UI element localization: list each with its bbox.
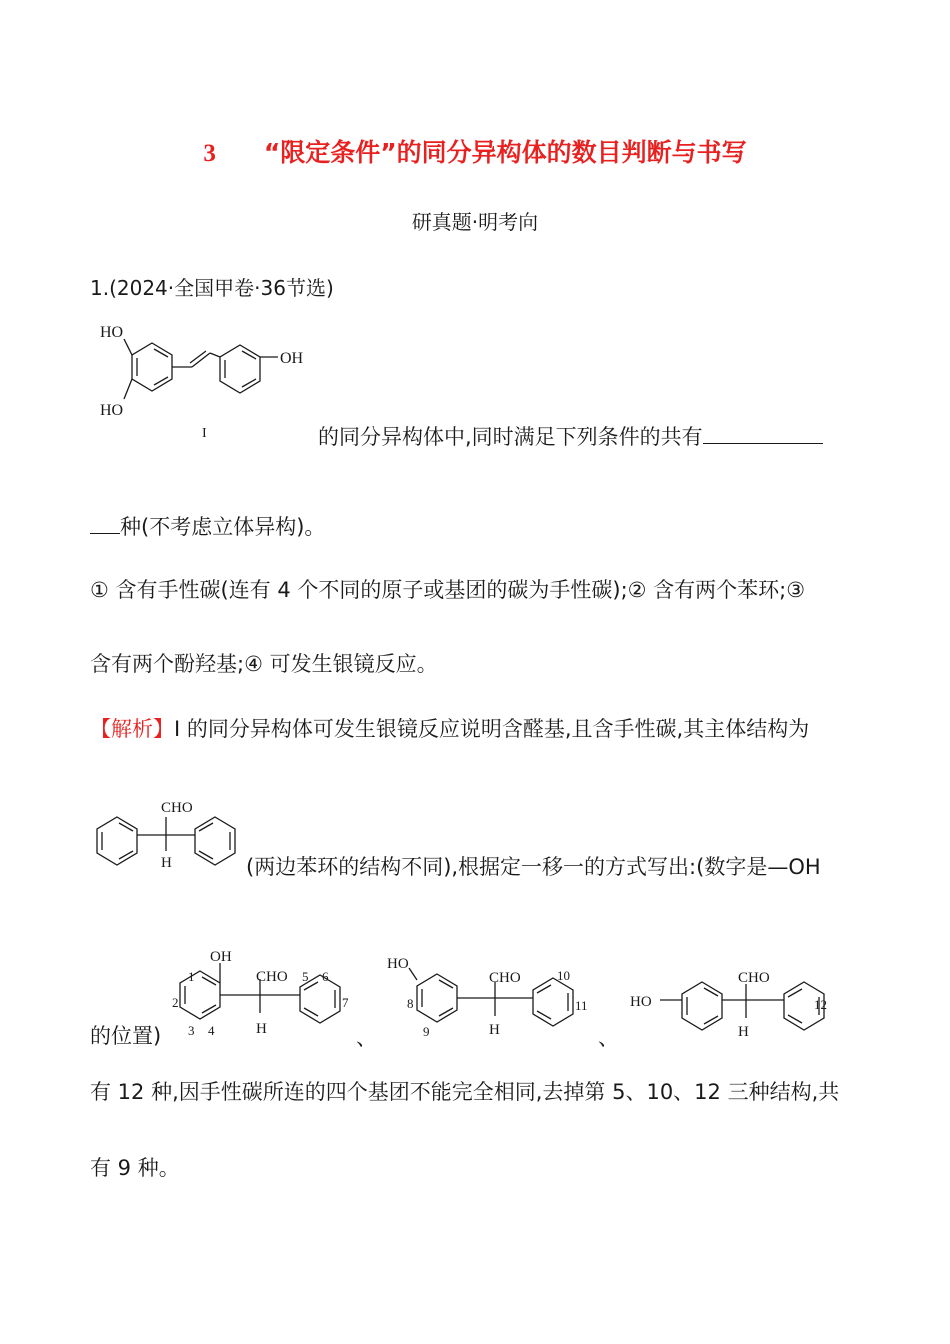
struct-b-h: H	[489, 1022, 500, 1038]
label-oh-right: OH	[280, 350, 304, 367]
analysis-tag: 【解析】	[90, 717, 174, 741]
analysis-line4: 有 12 种,因手性碳所连的四个基团不能完全相同,去掉第 5、10、12 三种结构,共	[90, 1080, 840, 1104]
struct-a-pos-2: 2	[172, 995, 179, 1010]
analysis-line3-prefix: 的位置)	[90, 1024, 162, 1048]
struct-b-cho: CHO	[489, 970, 521, 986]
struct-a-h: H	[256, 1021, 267, 1037]
struct-a-cho: CHO	[256, 969, 288, 985]
struct-c-h: H	[738, 1024, 749, 1040]
struct-a-oh: OH	[210, 949, 232, 965]
structure-i-ring-right	[220, 345, 260, 393]
struct-a-pos-6: 6	[322, 969, 329, 984]
analysis-line2: (两边苯环的结构不同),根据定一移一的方式写出:(数字是—OH	[246, 855, 821, 879]
struct-a-pos-4: 4	[208, 1023, 215, 1038]
question-stem-line1	[318, 421, 823, 451]
stem-line1-text: 的同分异构体中,同时满足下列条件的共有	[318, 425, 703, 449]
struct-b-pos-8: 8	[407, 996, 414, 1011]
label-ho-bottom: HO	[100, 402, 124, 419]
bond-vinyl-double	[190, 351, 206, 363]
title-text: “限定条件”的同分异构体的数目判断与书写	[263, 138, 747, 167]
label-ho-top: HO	[100, 324, 124, 341]
isomer-structure-b	[385, 948, 595, 1043]
main-skeleton-structure	[95, 795, 245, 875]
conditions-line2: 含有两个酚羟基;④ 可发生银镜反应。	[90, 652, 438, 676]
conditions-line1: ① 含有手性碳(连有 4 个不同的原子或基团的碳为手性碳);② 含有两个苯环;③	[90, 578, 806, 602]
page-title	[0, 133, 950, 169]
separator-2: 、	[598, 1026, 619, 1050]
analysis-line5: 有 9 种。	[90, 1156, 180, 1180]
struct-b-ho: HO	[387, 956, 409, 972]
struct-c-cho: CHO	[738, 970, 770, 986]
question-stem-line2	[90, 511, 325, 541]
main-h-label: H	[161, 855, 172, 871]
structure-i	[92, 315, 322, 445]
bond-ho-top	[124, 339, 132, 355]
structure-i-ring-left	[132, 343, 172, 391]
isomer-structure-c	[630, 962, 835, 1047]
struct-c-pos-12: 12	[814, 997, 827, 1012]
section-subtitle: 研真题·明考向	[411, 210, 539, 234]
struct-b-pos-11: 11	[575, 998, 588, 1013]
separator-1: 、	[356, 1026, 377, 1050]
struct-b-pos-9: 9	[423, 1024, 430, 1039]
struct-a-pos-7: 7	[342, 995, 349, 1010]
analysis-line1-text: I 的同分异构体可发生银镜反应说明含醛基,且含手性碳,其主体结构为	[174, 717, 810, 741]
answer-blank[interactable]	[703, 425, 823, 444]
question-source: 1.(2024·全国甲卷·36节选)	[90, 276, 334, 300]
struct-a-pos-3: 3	[188, 1023, 195, 1038]
struct-c-ho: HO	[630, 994, 652, 1010]
stem-line2-text: 种(不考虑立体异构)。	[120, 515, 326, 539]
main-cho-label: CHO	[161, 800, 193, 816]
bond-ho-bottom	[124, 379, 132, 399]
struct-b-pos-10: 10	[557, 968, 570, 983]
answer-blank-continued[interactable]	[90, 515, 120, 534]
struct-a-pos-5: 5	[302, 969, 309, 984]
title-number: 3	[203, 140, 216, 167]
analysis-line1	[90, 713, 809, 743]
bond-vinyl-3	[210, 353, 220, 357]
struct-a-pos-1: 1	[188, 969, 195, 984]
label-compound-i: I	[202, 426, 207, 441]
isomer-structure-a	[170, 945, 355, 1045]
